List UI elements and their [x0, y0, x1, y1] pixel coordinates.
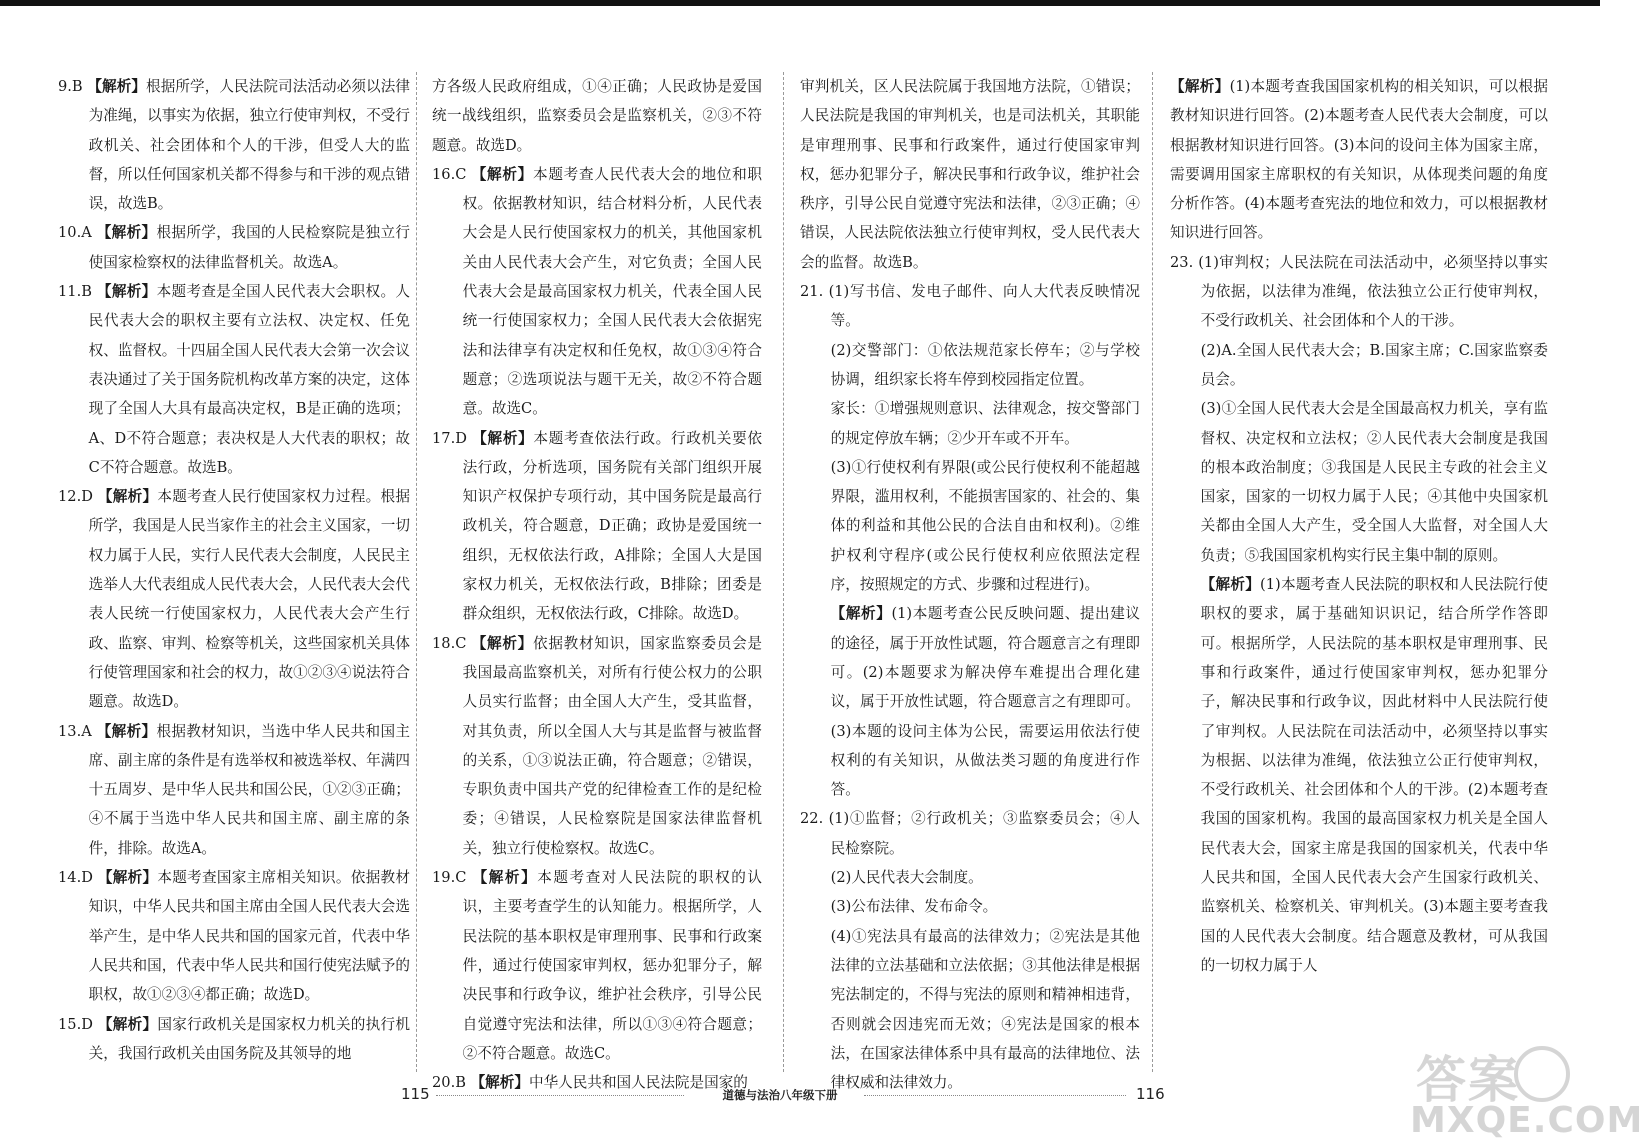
answer-paragraph	[58, 1010, 410, 1069]
footer-leader	[436, 1095, 684, 1096]
answer-text: (1)①监督；②行政机关；③监察委员会；④人民检察院。	[828, 810, 1140, 857]
answer-paragraph	[800, 336, 1140, 395]
question-number: 19.C	[432, 869, 473, 887]
answer-text: (2)交警部门：①依法规范家长停车；②与学校协调，组织家长将车停到校园指定位置。	[830, 341, 1140, 388]
answer-text: (1)本题考查我国国家机构的相关知识，可以根据教材知识进行回答。(2)本题考查人民代表大会制度，可以根据教材知识进行回答。(3)本问的设问主体为国家主席，需要调用国家主席职权的有关知识，从体现类问题的角度分析作答。(4)本题考查宪法的地位和效力，可以根据教材知识进行回答。	[1170, 78, 1548, 242]
answer-text: 根据所学，人民法院司法活动必须以法律为准绳，以事实为依据，独立行使审判权，不受行政机关、社会团体和个人的干涉，但受人大的监督，所以任何国家机关都不得参与和干涉的观点错误，故选B。	[88, 78, 410, 213]
answer-paragraph	[800, 922, 1140, 1098]
answer-paragraph	[1170, 336, 1548, 395]
answer-text: (1)本题考查人民法院的职权和人民法院行使职权的要求，属于基础知识识记，结合所学作答即可。根据所学，人民法院的基本职权是审理刑事、民事和行政案件，通过行使国家审判权，惩办犯罪分子，解决民事和行政争议，因此材料中人民法院行使了审判权。人民法院在司法活动中，必须坚持以事实为根据、以法律为准绳，依法独立公正行使审判权，不受行政机关、社会团体和个人的干涉。(2)本题考查我国的国家机构。我国的最高国家权力机关是全国人民代表大会，国家主席是我国的国家机关，代表中华人民共和国，全国人民代表大会产生国家行政机关、监察机关、检察机关、审判机关。(3)本题主要考查我国的人民代表大会制度。结合题意及教材，可从我国的一切权力属于人	[1200, 576, 1548, 974]
answer-paragraph	[800, 599, 1140, 804]
answer-paragraph	[432, 72, 762, 160]
answer-text: (4)①宪法具有最高的法律效力；②宪法是其他法律的立法基础和立法依据；③其他法律是根据宪法制定的，不得与宪法的原则和精神相违背，否则就会因违宪而无效；④宪法是国家的根本法，在国家法律体系中具有最高的法律地位、法律权威和法律效力。	[830, 927, 1140, 1092]
question-number: 14.D	[58, 869, 98, 887]
answer-paragraph	[432, 160, 762, 424]
answer-text: 根据教材知识，当选中华人民共和国主席、副主席的条件是有选举权和被选举权、年满四十五周岁、是中华人民共和国公民，①②③正确；④不属于当选中华人民共和国主席、副主席的条件，排除。故选A。	[88, 722, 410, 857]
answer-paragraph	[800, 453, 1140, 599]
question-number: 22.	[800, 810, 829, 828]
analysis-tag: 【解析】	[471, 165, 533, 183]
answer-paragraph	[800, 277, 1140, 336]
answer-text: 本题考查人民行使国家权力过程。根据所学，我国是人民当家作主的社会主义国家，一切权力属于人民，实行人民代表大会制度，人民民主选举人大代表组成人民代表大会，人民代表大会代表人民统一行使国家权力，人民代表大会产生行政、监察、审判、检察等机关，这些国家机关具体行使管理国家和社会的权力，故①②③④说法符合题意。故选D。	[88, 488, 410, 711]
answer-text: (3)①行使权利有界限(或公民行使权利不能超越界限，滥用权利，不能损害国家的、社会的、集体的利益和其他公民的合法自由和权利)。②维护权利守程序(或公民行使权利应依照法定程序，按照规定的方式、步骤和过程进行)。	[830, 458, 1140, 594]
footer-leader	[864, 1095, 1126, 1096]
column-4	[1170, 72, 1548, 980]
answer-text: 本题考查对人民法院的职权的认识，主要考查学生的认知能力。根据所学，人民法院的基本职权是审理刑事、民事和行政案件，通过行使国家审判权，惩办犯罪分子，解决民事和行政争议，维护社会秩序，引导公民自觉遵守宪法和法律，所以①③④符合题意；②不符合题意。故选C。	[462, 869, 762, 1062]
answer-paragraph	[58, 277, 410, 482]
analysis-tag: 【解析】	[830, 605, 892, 623]
analysis-tag: 【解析】	[97, 1015, 158, 1033]
answer-paragraph	[58, 72, 410, 218]
answer-text: 根据所学，我国的人民检察院是独立行使国家检察权的法律监督机关。故选A。	[88, 224, 410, 271]
analysis-tag: 【解析】	[1200, 576, 1261, 594]
answer-paragraph	[800, 72, 1140, 277]
question-number: 17.D	[432, 429, 473, 447]
column-1	[58, 72, 410, 1068]
answer-paragraph	[58, 717, 410, 863]
analysis-tag: 【解析】	[96, 722, 157, 740]
question-number: 12.D	[58, 488, 98, 506]
analysis-tag: 【解析】	[97, 869, 158, 887]
answer-text: (1)写书信、发电子邮件、向人大代表反映情况等。	[828, 283, 1140, 330]
answer-text: (3)公布法律、发布命令。	[830, 898, 998, 916]
column-2	[432, 72, 762, 1097]
watermark-circle-icon	[1514, 1046, 1570, 1102]
column-divider	[416, 72, 417, 1072]
answer-paragraph	[1170, 570, 1548, 980]
answer-text: 家长：①增强规则意识、法律观念，按交警部门的规定停放车辆；②少开车或不开车。	[830, 400, 1140, 447]
question-number: 23.	[1170, 253, 1199, 271]
answer-paragraph	[432, 863, 762, 1068]
answer-text: 本题考查依法行政。行政机关要依法行政，分析选项，国务院有关部门组织开展知识产权保护专项行动，其中国务院是最高行政机关，符合题意，D正确；政协是爱国统一组织，无权依法行政，A排除；全国人大是国家权力机关，无权依法行政，B排除；团委是群众组织，无权依法行政，C排除。故选D。	[462, 429, 762, 623]
analysis-tag: 【解析】	[1170, 78, 1230, 95]
question-number: 20.B	[432, 1074, 471, 1092]
question-number: 10.A	[58, 224, 97, 242]
answer-paragraph	[1170, 394, 1548, 570]
answer-paragraph	[1170, 248, 1548, 336]
question-number: 11.B	[58, 283, 97, 301]
question-number: 15.D	[58, 1015, 98, 1033]
answer-text: 依据教材知识，国家监察委员会是我国最高监察机关，对所有行使公权力的公职人员实行监督；由全国人大产生，受其监督，对其负责，所以全国人大与其是监督与被监督的关系，①③说法正确，符合题意；②错误，专职负责中国共产党的纪律检查工作的是纪检委；④错误，人民检察院是国家法律监督机关，独立行使检察权。故选C。	[462, 634, 762, 857]
analysis-tag: 【解析】	[97, 488, 158, 506]
book-title: 道德与法治八年级下册	[722, 1088, 838, 1102]
answer-text: 国家行政机关是国家权力机关的执行机关，我国行政机关由国务院及其领导的地	[88, 1015, 410, 1062]
answer-paragraph	[58, 218, 410, 277]
answer-paragraph	[800, 892, 1140, 921]
answer-paragraph	[800, 804, 1140, 863]
watermark-text: 答案	[1416, 1051, 1520, 1109]
top-border	[0, 0, 1600, 6]
question-number: 9.B	[58, 78, 88, 95]
analysis-tag: 【解析】	[472, 429, 534, 447]
column-3	[800, 72, 1140, 1097]
answer-paragraph	[432, 629, 762, 863]
answer-text: (3)①全国人民代表大会是全国最高权力机关，享有监督权、决定权和立法权；②人民代表大会制度是我国的根本政治制度；③我国是人民民主专政的社会主义国家，国家的一切权力属于人民；④其他中央国家机关都由全国人大产生，受全国人大监督，对全国人大负责；⑤我国国家机构实行民主集中制的原则。	[1200, 400, 1548, 564]
answer-paragraph	[432, 424, 762, 629]
analysis-tag: 【解析】	[470, 1074, 529, 1092]
question-number: 16.C	[432, 165, 472, 183]
page-number-left: 115	[401, 1085, 430, 1103]
answer-text: (1)本题考查公民反映问题、提出建议的途径，属于开放性试题，符合题意言之有理即可。(2)本题要求为解决停车难提出合理化建议，属于开放性试题，符合题意言之有理即可。(3)本题的设问主体为公民，需要运用依法行使权利的有关知识，从做法类习题的角度进行作答。	[830, 605, 1140, 799]
answer-paragraph	[58, 863, 410, 1009]
watermark-logo	[1392, 1040, 1643, 1141]
answer-text: (2)A.全国人民代表大会；B.国家主席；C.国家监察委员会。	[1200, 341, 1548, 388]
answer-paragraph	[800, 863, 1140, 892]
answer-paragraph	[1170, 72, 1548, 248]
question-number: 21.	[800, 283, 829, 301]
analysis-tag: 【解析】	[96, 224, 157, 242]
column-divider	[783, 72, 784, 1072]
analysis-tag: 【解析】	[87, 78, 147, 95]
analysis-tag: 【解析】	[471, 634, 533, 652]
answer-paragraph	[800, 394, 1140, 453]
answer-text: 本题考查人民代表大会的地位和职权。依据教材知识，结合材料分析，人民代表大会是人民行使国家权力的机关，其他国家机关由人民代表大会产生，对它负责；全国人民代表大会是最高国家权力机关，代表全国人民统一行使国家权力；全国人民代表大会依据宪法和法律享有决定权和任免权，故①③④符合题意；②选项说法与题干无关，故②不符合题意。故选C。	[462, 165, 762, 418]
watermark-url: MXQE.COM	[1410, 1100, 1643, 1141]
answer-text: 本题考查是全国人民代表大会职权。人民代表大会的职权主要有立法权、决定权、任免权、监督权。十四届全国人民代表大会第一次会议表决通过了关于国务院机构改革方案的决定，这体现了全国人大具有最高决定权，B是正确的选项；A、D不符合题意；表决权是人大代表的职权；故C不符合题意。故选B。	[88, 283, 410, 476]
question-number: 13.A	[58, 722, 97, 740]
page-number-right: 116	[1136, 1085, 1165, 1103]
answer-text: 中华人民共和国人民法院是国家的	[528, 1074, 748, 1092]
answer-text: 本题考查国家主席相关知识。依据教材知识，中华人民共和国主席由全国人民代表大会选举产生，是中华人民共和国的国家元首，代表中华人民共和国，代表中华人民共和国行使宪法赋予的职权，故①②③④都正确；故选D。	[88, 869, 410, 1004]
answer-text: 方各级人民政府组成，①④正确；人民政协是爱国统一战线组织，监察委员会是监察机关，②③不符题意。故选D。	[432, 78, 762, 154]
analysis-tag: 【解析】	[472, 869, 538, 887]
answer-text: 审判机关，区人民法院属于我国地方法院，①错误；人民法院是我国的审判机关，也是司法机关，其职能是审理刑事、民事和行政案件，通过行使国家审判权，惩办犯罪分子，解决民事和行政争议，维护社会秩序，引导公民自觉遵守宪法和法律，②③正确；④错误，人民法院依法独立行使审判权，受人民代表大会的监督。故选B。	[800, 78, 1140, 271]
column-divider	[1152, 72, 1153, 1072]
answer-text: (1)审判权；人民法院在司法活动中，必须坚持以事实为依据，以法律为准绳，依法独立公正行使审判权，不受行政机关、社会团体和个人的干涉。	[1198, 253, 1548, 330]
answer-paragraph	[58, 482, 410, 716]
page-footer	[0, 1083, 1600, 1107]
question-number: 18.C	[432, 634, 472, 652]
answer-text: (2)人民代表大会制度。	[830, 869, 983, 887]
analysis-tag: 【解析】	[96, 283, 157, 301]
